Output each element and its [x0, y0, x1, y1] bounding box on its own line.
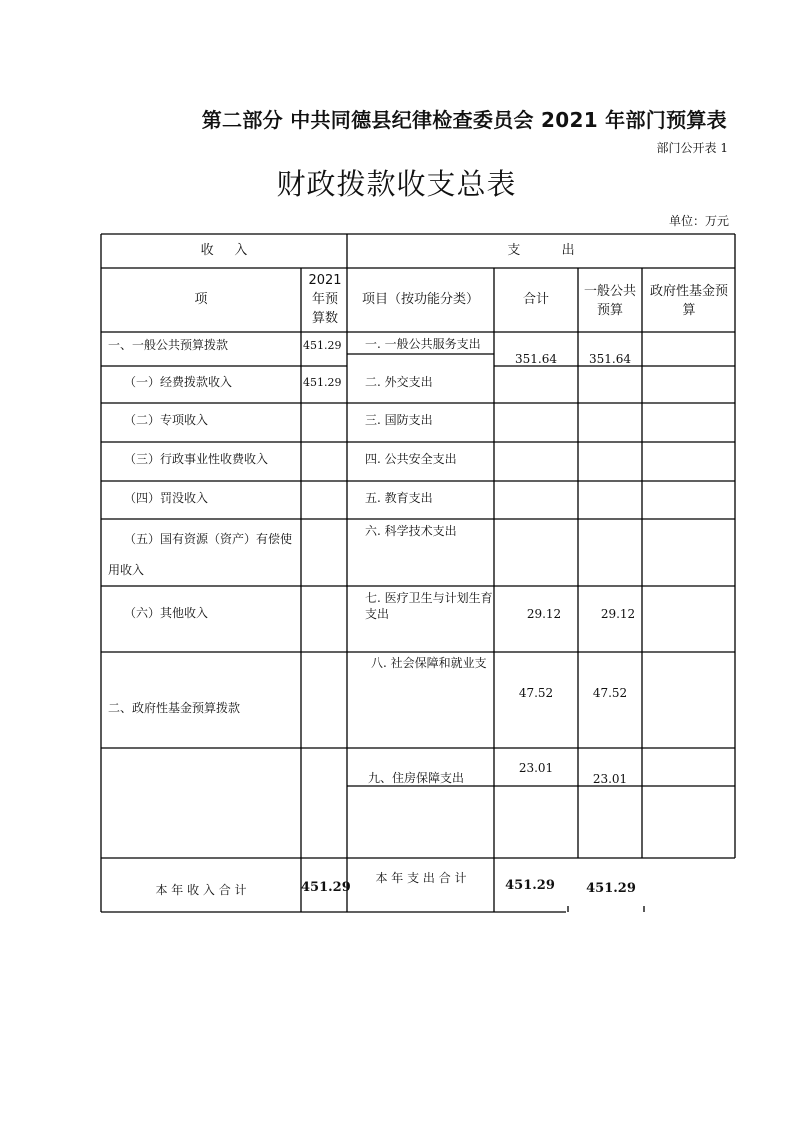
income-row-label: （五）国有资源（资产）有偿使用收入 [108, 532, 293, 577]
expense-row-label: 八. 社会保障和就业支 [371, 656, 487, 670]
expense-header: 支 出 [507, 243, 575, 258]
income-header: 收 入 [200, 243, 248, 258]
income-row-label: （六）其他收入 [124, 606, 209, 620]
expense-row-total: 23.01 [518, 761, 554, 775]
expense-row-label: 九、住房保障支出 [368, 771, 465, 785]
income-total-label: 本 年 收 入 合 计 [155, 883, 247, 897]
expense-row-general: 29.12 [600, 607, 636, 621]
income-row-value: 451.29 [303, 376, 342, 389]
expense-row-general: 47.52 [592, 686, 628, 700]
expense-total-label: 本 年 支 出 合 计 [375, 871, 467, 885]
expense-row-label: 一. 一般公共服务支出 [365, 337, 481, 351]
col-expense-item-header: 项目（按功能分类） [361, 292, 479, 307]
table-number: 部门公开表 1 [656, 141, 728, 155]
expense-row-total: 351.64 [515, 352, 557, 366]
expense-row-label: 三. 国防支出 [365, 413, 433, 427]
income-total-value: 451.29 [301, 880, 351, 895]
expense-row-label: 六. 科学技术支出 [365, 524, 457, 538]
part-title: 第二部分 中共同德县纪律检查委员会 2021 年部门预算表 [201, 108, 727, 132]
expense-row-general: 23.01 [592, 772, 628, 786]
col-general-budget-header: 一般公共预算 [583, 284, 636, 318]
income-row-label: 一、一般公共预算拨款 [108, 338, 229, 352]
income-row-label: （一）经费拨款收入 [124, 375, 233, 389]
expense-row-total: 29.12 [526, 607, 562, 621]
col-budget-2021-header: 2021年预算数 [308, 273, 342, 326]
expense-row-label: 七. 医疗卫生与计划生育支出 [365, 591, 493, 621]
expense-row-label: 二. 外交支出 [365, 375, 433, 389]
col-fund-budget-header: 政府性基金预算 [649, 284, 728, 318]
income-row-label: （三）行政事业性收费收入 [124, 452, 269, 466]
col-item-header: 项 [194, 292, 208, 307]
expense-row-label: 四. 公共安全支出 [365, 452, 457, 466]
income-row-label: 二、政府性基金预算拨款 [108, 701, 241, 715]
income-row-label: （四）罚没收入 [124, 491, 209, 505]
income-row-label: （二）专项收入 [124, 413, 209, 427]
expense-general-total: 451.29 [586, 881, 636, 896]
expense-row-general: 351.64 [589, 352, 631, 366]
expense-row-total: 47.52 [518, 686, 554, 700]
expense-row-label: 五. 教育支出 [365, 491, 433, 505]
unit-label: 单位：万元 [668, 214, 729, 228]
income-row-value: 451.29 [303, 339, 342, 352]
col-total-header: 合计 [522, 292, 549, 307]
page-title: 财政拨款收支总表 [276, 167, 517, 201]
expense-total-value: 451.29 [505, 878, 555, 893]
